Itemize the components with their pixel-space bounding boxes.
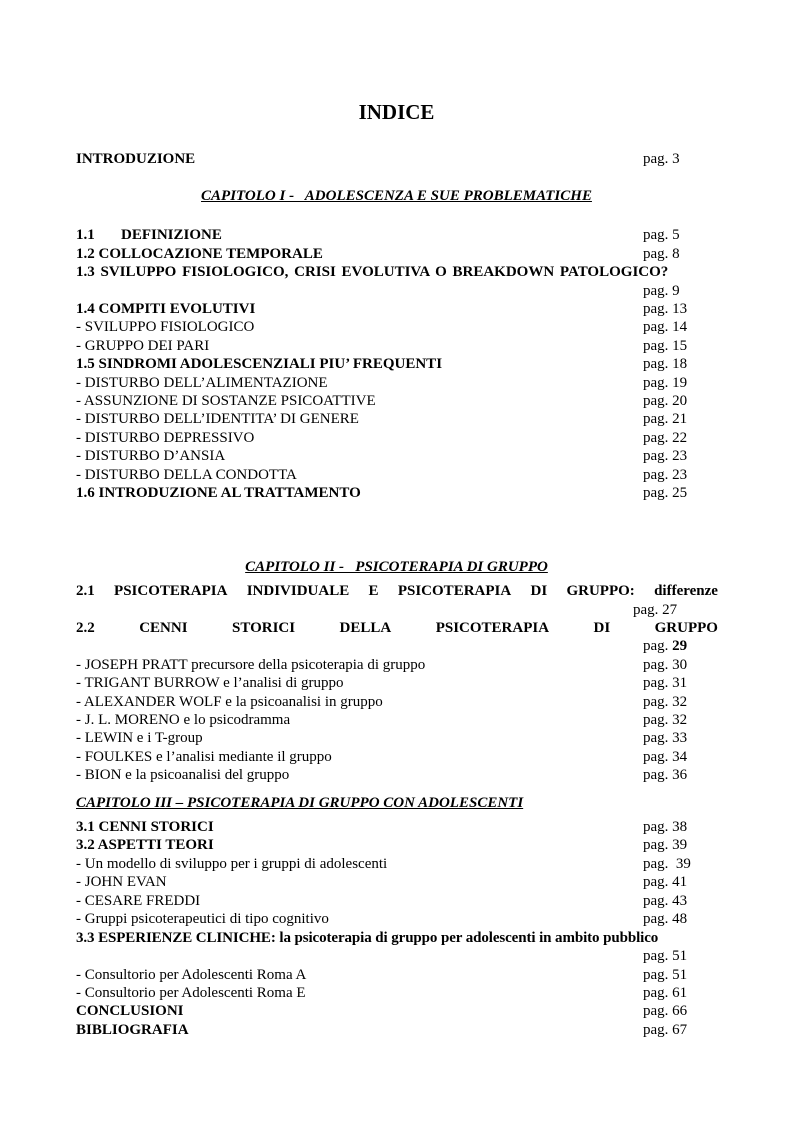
toc-entry[interactable] — [76, 748, 718, 766]
toc-entry-page: pag. 66 — [643, 1003, 688, 1019]
toc-entry[interactable] — [76, 656, 718, 674]
toc-word: CENNI — [139, 620, 188, 636]
toc-word: INDIVIDUALE — [246, 583, 350, 599]
toc-entry-label: BIBLIOGRAFIA — [76, 1022, 189, 1038]
toc-word: E — [368, 583, 379, 599]
toc-entry[interactable] — [76, 984, 718, 1002]
toc-entry-page: pag. 48 — [643, 911, 688, 927]
toc-entry[interactable] — [76, 226, 718, 244]
toc-entry-label: 3.2 ASPETTI TEORI — [76, 837, 214, 853]
toc-entry-page: pag. 23 — [643, 467, 688, 483]
toc-entry-page-row — [76, 947, 718, 965]
toc-word: GRUPPO — [654, 620, 718, 636]
toc-entry-page: pag. 51 — [643, 967, 688, 983]
toc-entry-page: pag. 13 — [643, 301, 688, 317]
toc-entry-page: pag. 25 — [643, 485, 688, 501]
toc-entry[interactable] — [76, 674, 718, 692]
toc-word: PSICOTERAPIA — [114, 583, 228, 599]
toc-word: STORICI — [232, 620, 296, 636]
toc-entry-page: pag. 39 — [643, 837, 688, 853]
toc-entry-label: - GRUPPO DEI PARI — [76, 338, 210, 354]
toc-entry[interactable] — [76, 855, 718, 873]
toc-entry-page: pag. 8 — [643, 246, 680, 262]
toc-entry[interactable] — [76, 910, 718, 928]
toc-entry-label: - Un modello di sviluppo per i gruppi di adolescenti — [76, 856, 388, 872]
page-prefix: pag. — [643, 638, 673, 654]
toc-entry-label: - CESARE FREDDI — [76, 893, 201, 909]
toc-entry-label: - Gruppi psicoterapeutici di tipo cognitivo — [76, 911, 329, 927]
toc-entry-page: pag. 15 — [643, 338, 688, 354]
toc-word: DELLA — [339, 620, 392, 636]
toc-entry[interactable] — [76, 263, 718, 281]
toc-entry-label: INTRODUZIONE — [76, 151, 196, 167]
toc-entry-page: pag. 9 — [643, 283, 680, 299]
toc-entry[interactable] — [76, 818, 718, 836]
toc-entry-page: pag. 61 — [643, 985, 688, 1001]
toc-entry-label-rest: la psicoterapia di gruppo per adolescenti in ambito pubblico — [275, 930, 659, 946]
toc-entry[interactable] — [76, 466, 718, 484]
toc-entry[interactable] — [76, 729, 718, 747]
toc-entry-2-1[interactable] — [76, 582, 718, 600]
toc-entry-label: 1.1 DEFINIZIONE — [76, 227, 222, 243]
toc-word: 2.2 — [76, 620, 95, 636]
toc-entry-label: - DISTURBO DELL’IDENTITA’ DI GENERE — [76, 411, 359, 427]
toc-entry-page: pag. 38 — [643, 819, 688, 835]
toc-word: differenze — [654, 583, 718, 599]
chapter-2-heading: CAPITOLO II - PSICOTERAPIA DI GRUPPO — [245, 559, 548, 575]
toc-entry-page: pag. 23 — [643, 448, 688, 464]
toc-entry[interactable] — [76, 836, 718, 854]
toc-entry-label: - BION e la psicoanalisi del gruppo — [76, 767, 290, 783]
toc-entry[interactable] — [76, 355, 718, 373]
page-title: INDICE — [358, 100, 435, 124]
toc-entry-label: 1.4 COMPITI EVOLUTIVI — [76, 301, 256, 317]
toc-entry-page-row — [76, 282, 718, 300]
toc-entry-page: pag. 22 — [643, 430, 688, 446]
toc-entry-label: 1.6 INTRODUZIONE AL TRATTAMENTO — [76, 485, 361, 501]
toc-entry-label-bold: 3.3 ESPERIENZE CLINICHE: — [76, 930, 276, 946]
toc-entry-page: pag. 43 — [643, 893, 688, 909]
toc-entry-page-row — [76, 637, 718, 655]
toc-entry-page: pag. 3 — [643, 151, 680, 167]
toc-word: PSICOTERAPIA — [397, 583, 512, 599]
toc-entry-page — [643, 637, 687, 655]
toc-entry[interactable] — [76, 392, 718, 410]
toc-entry-label: 1.3 SVILUPPO FISIOLOGICO, CRISI EVOLUTIVA O BREAKDOWN PATOLOGICO? — [76, 264, 669, 280]
toc-entry[interactable] — [76, 484, 718, 502]
toc-entry-page: pag. 30 — [643, 657, 688, 673]
toc-entry-label: - ASSUNZIONE DI SOSTANZE PSICOATTIVE — [76, 393, 376, 409]
chapter-1-heading: CAPITOLO I - ADOLESCENZA E SUE PROBLEMATICHE — [201, 188, 592, 204]
toc-entry[interactable] — [76, 766, 718, 784]
toc-entry-label: - J. L. MORENO e lo psicodramma — [76, 712, 291, 728]
toc-entry-label: - DISTURBO DELL’ALIMENTAZIONE — [76, 375, 328, 391]
toc-entry[interactable] — [76, 245, 718, 263]
toc-entry-page: pag. 34 — [643, 749, 688, 765]
toc-entry-page: pag. 27 — [633, 602, 678, 618]
toc-entry-label — [76, 929, 658, 947]
toc-entry-label: 1.2 COLLOCAZIONE TEMPORALE — [76, 246, 323, 262]
toc-entry-label: - FOULKES e l’analisi mediante il gruppo — [76, 749, 332, 765]
toc-entry-label: - Consultorio per Adolescenti Roma E — [76, 985, 306, 1001]
toc-entry[interactable] — [76, 693, 718, 711]
toc-entry-label: - TRIGANT BURROW e l’analisi di gruppo — [76, 675, 344, 691]
toc-entry[interactable] — [76, 873, 718, 891]
toc-entry-page: pag. 20 — [643, 393, 688, 409]
toc-entry-page: pag. 67 — [643, 1022, 688, 1038]
toc-entry-page: pag. 33 — [643, 730, 688, 746]
toc-word: 2.1 — [76, 583, 95, 599]
page-number: 29 — [672, 638, 688, 654]
toc-entry-page: pag. 19 — [643, 375, 688, 391]
toc-entry-page: pag. 32 — [643, 694, 688, 710]
toc-word: DI — [593, 620, 611, 636]
toc-entry-page: pag. 36 — [643, 767, 688, 783]
toc-entry[interactable] — [76, 966, 718, 984]
toc-entry-label: - LEWIN e i T-group — [76, 730, 203, 746]
toc-entry[interactable] — [76, 892, 718, 910]
toc-entry-page: pag. 31 — [643, 675, 688, 691]
toc-entry[interactable] — [76, 1021, 718, 1039]
toc-entry[interactable] — [76, 300, 718, 318]
toc-entry-label: - ALEXANDER WOLF e la psicoanalisi in gruppo — [76, 694, 383, 710]
toc-entry-label: - JOHN EVAN — [76, 874, 167, 890]
toc-entry-page: pag. 14 — [643, 319, 688, 335]
toc-entry[interactable] — [76, 711, 718, 729]
toc-entry-label: 3.1 CENNI STORICI — [76, 819, 214, 835]
toc-entry-label: 1.5 SINDROMI ADOLESCENZIALI PIU’ FREQUENTI — [76, 356, 443, 372]
toc-entry-page: pag. 21 — [643, 411, 688, 427]
toc-entry-label: - DISTURBO D’ANSIA — [76, 448, 226, 464]
toc-entry-label: - SVILUPPO FISIOLOGICO — [76, 319, 255, 335]
toc-entry-page: pag. 41 — [643, 874, 688, 890]
toc-entry-page-row — [76, 601, 718, 619]
toc-word: GRUPPO: — [566, 583, 635, 599]
toc-entry-introduzione[interactable] — [76, 150, 718, 168]
chapter-3-heading: CAPITOLO III – PSICOTERAPIA DI GRUPPO CON ADOLESCENTI — [76, 795, 524, 811]
toc-entry-3-3[interactable] — [76, 929, 718, 947]
toc-entry-2-2[interactable] — [76, 619, 718, 637]
toc-entry[interactable] — [76, 1002, 718, 1020]
toc-word: PSICOTERAPIA — [435, 620, 550, 636]
toc-entry-label: - DISTURBO DEPRESSIVO — [76, 430, 255, 446]
toc-entry-page: pag. 51 — [643, 948, 688, 964]
toc-entry[interactable] — [76, 337, 718, 355]
toc-entry-label: - Consultorio per Adolescenti Roma A — [76, 967, 307, 983]
toc-entry-label: - DISTURBO DELLA CONDOTTA — [76, 467, 297, 483]
toc-word: DI — [530, 583, 548, 599]
toc-entry-label: - JOSEPH PRATT precursore della psicoterapia di gruppo — [76, 657, 426, 673]
toc-entry[interactable] — [76, 447, 718, 465]
toc-entry[interactable] — [76, 318, 718, 336]
toc-entry[interactable] — [76, 374, 718, 392]
toc-entry-label: CONCLUSIONI — [76, 1003, 184, 1019]
toc-entry-page: pag. 32 — [643, 712, 688, 728]
toc-entry[interactable] — [76, 429, 718, 447]
toc-entry[interactable] — [76, 410, 718, 428]
toc-entry-page: pag. 18 — [643, 356, 688, 372]
toc-entry-page: pag. 5 — [643, 227, 680, 243]
toc-entry-page: pag. 39 — [643, 856, 691, 872]
